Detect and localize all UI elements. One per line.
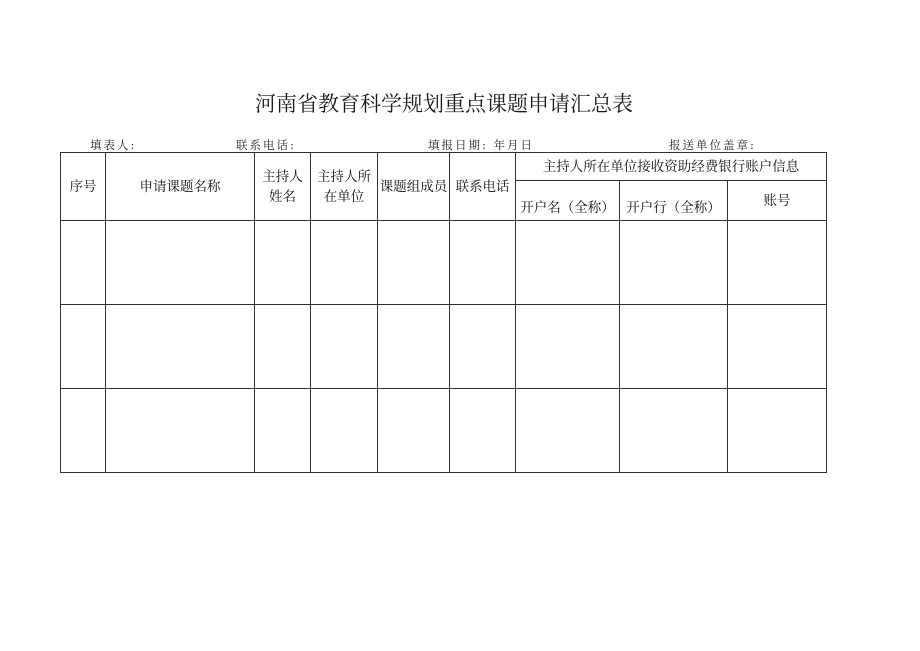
cell-contact-phone	[450, 305, 516, 389]
cell-project-name	[106, 305, 255, 389]
cell-account-no	[728, 305, 827, 389]
cell-host-unit	[311, 305, 378, 389]
cell-members	[378, 389, 450, 473]
date-field: 填报日期: 年月日	[428, 138, 535, 152]
table-row	[61, 221, 827, 305]
header-bank-group: 主持人所在单位接收资助经费银行账户信息	[516, 153, 827, 181]
cell-account-name	[516, 389, 620, 473]
header-members: 课题组成员	[378, 153, 450, 221]
cell-project-name	[106, 221, 255, 305]
header-host-unit-line2: 在单位	[323, 188, 365, 205]
header-account-no: 账号	[728, 181, 827, 221]
header-index: 序号	[61, 153, 106, 221]
cell-project-name	[106, 389, 255, 473]
cell-account-no	[728, 389, 827, 473]
cell-account-no	[728, 221, 827, 305]
filler-field: 填表人:	[90, 138, 137, 152]
cell-members	[378, 221, 450, 305]
cell-bank	[620, 389, 728, 473]
header-host-name-line2: 姓名	[269, 188, 296, 205]
header-host-name-line1: 主持人	[262, 168, 303, 185]
cell-members	[378, 305, 450, 389]
header-host-name	[255, 153, 311, 221]
cell-index	[61, 389, 106, 473]
cell-host-unit	[311, 221, 378, 305]
cell-host-name	[255, 221, 311, 305]
unit-stamp-field: 报送单位盖章:	[669, 138, 756, 152]
header-account-name: 开户名（全称）	[516, 181, 620, 221]
cell-account-name	[516, 221, 620, 305]
cell-index	[61, 221, 106, 305]
header-contact-phone: 联系电话	[450, 153, 516, 221]
summary-table	[60, 152, 827, 473]
cell-host-name	[255, 389, 311, 473]
cell-index	[61, 305, 106, 389]
header-project-name: 申请课题名称	[106, 153, 255, 221]
header-host-unit	[311, 153, 378, 221]
cell-contact-phone	[450, 389, 516, 473]
cell-contact-phone	[450, 221, 516, 305]
header-host-unit-line1: 主持人所	[317, 168, 371, 185]
cell-host-unit	[311, 389, 378, 473]
header-bank: 开户行（全称）	[620, 181, 728, 221]
table-row	[61, 389, 827, 473]
cell-bank	[620, 305, 728, 389]
phone-field: 联系电话:	[236, 138, 296, 152]
document-title: 河南省教育科学规划重点课题申请汇总表	[255, 92, 633, 116]
header-row-1	[61, 153, 827, 181]
cell-account-name	[516, 305, 620, 389]
cell-bank	[620, 221, 728, 305]
cell-host-name	[255, 305, 311, 389]
table-row	[61, 305, 827, 389]
